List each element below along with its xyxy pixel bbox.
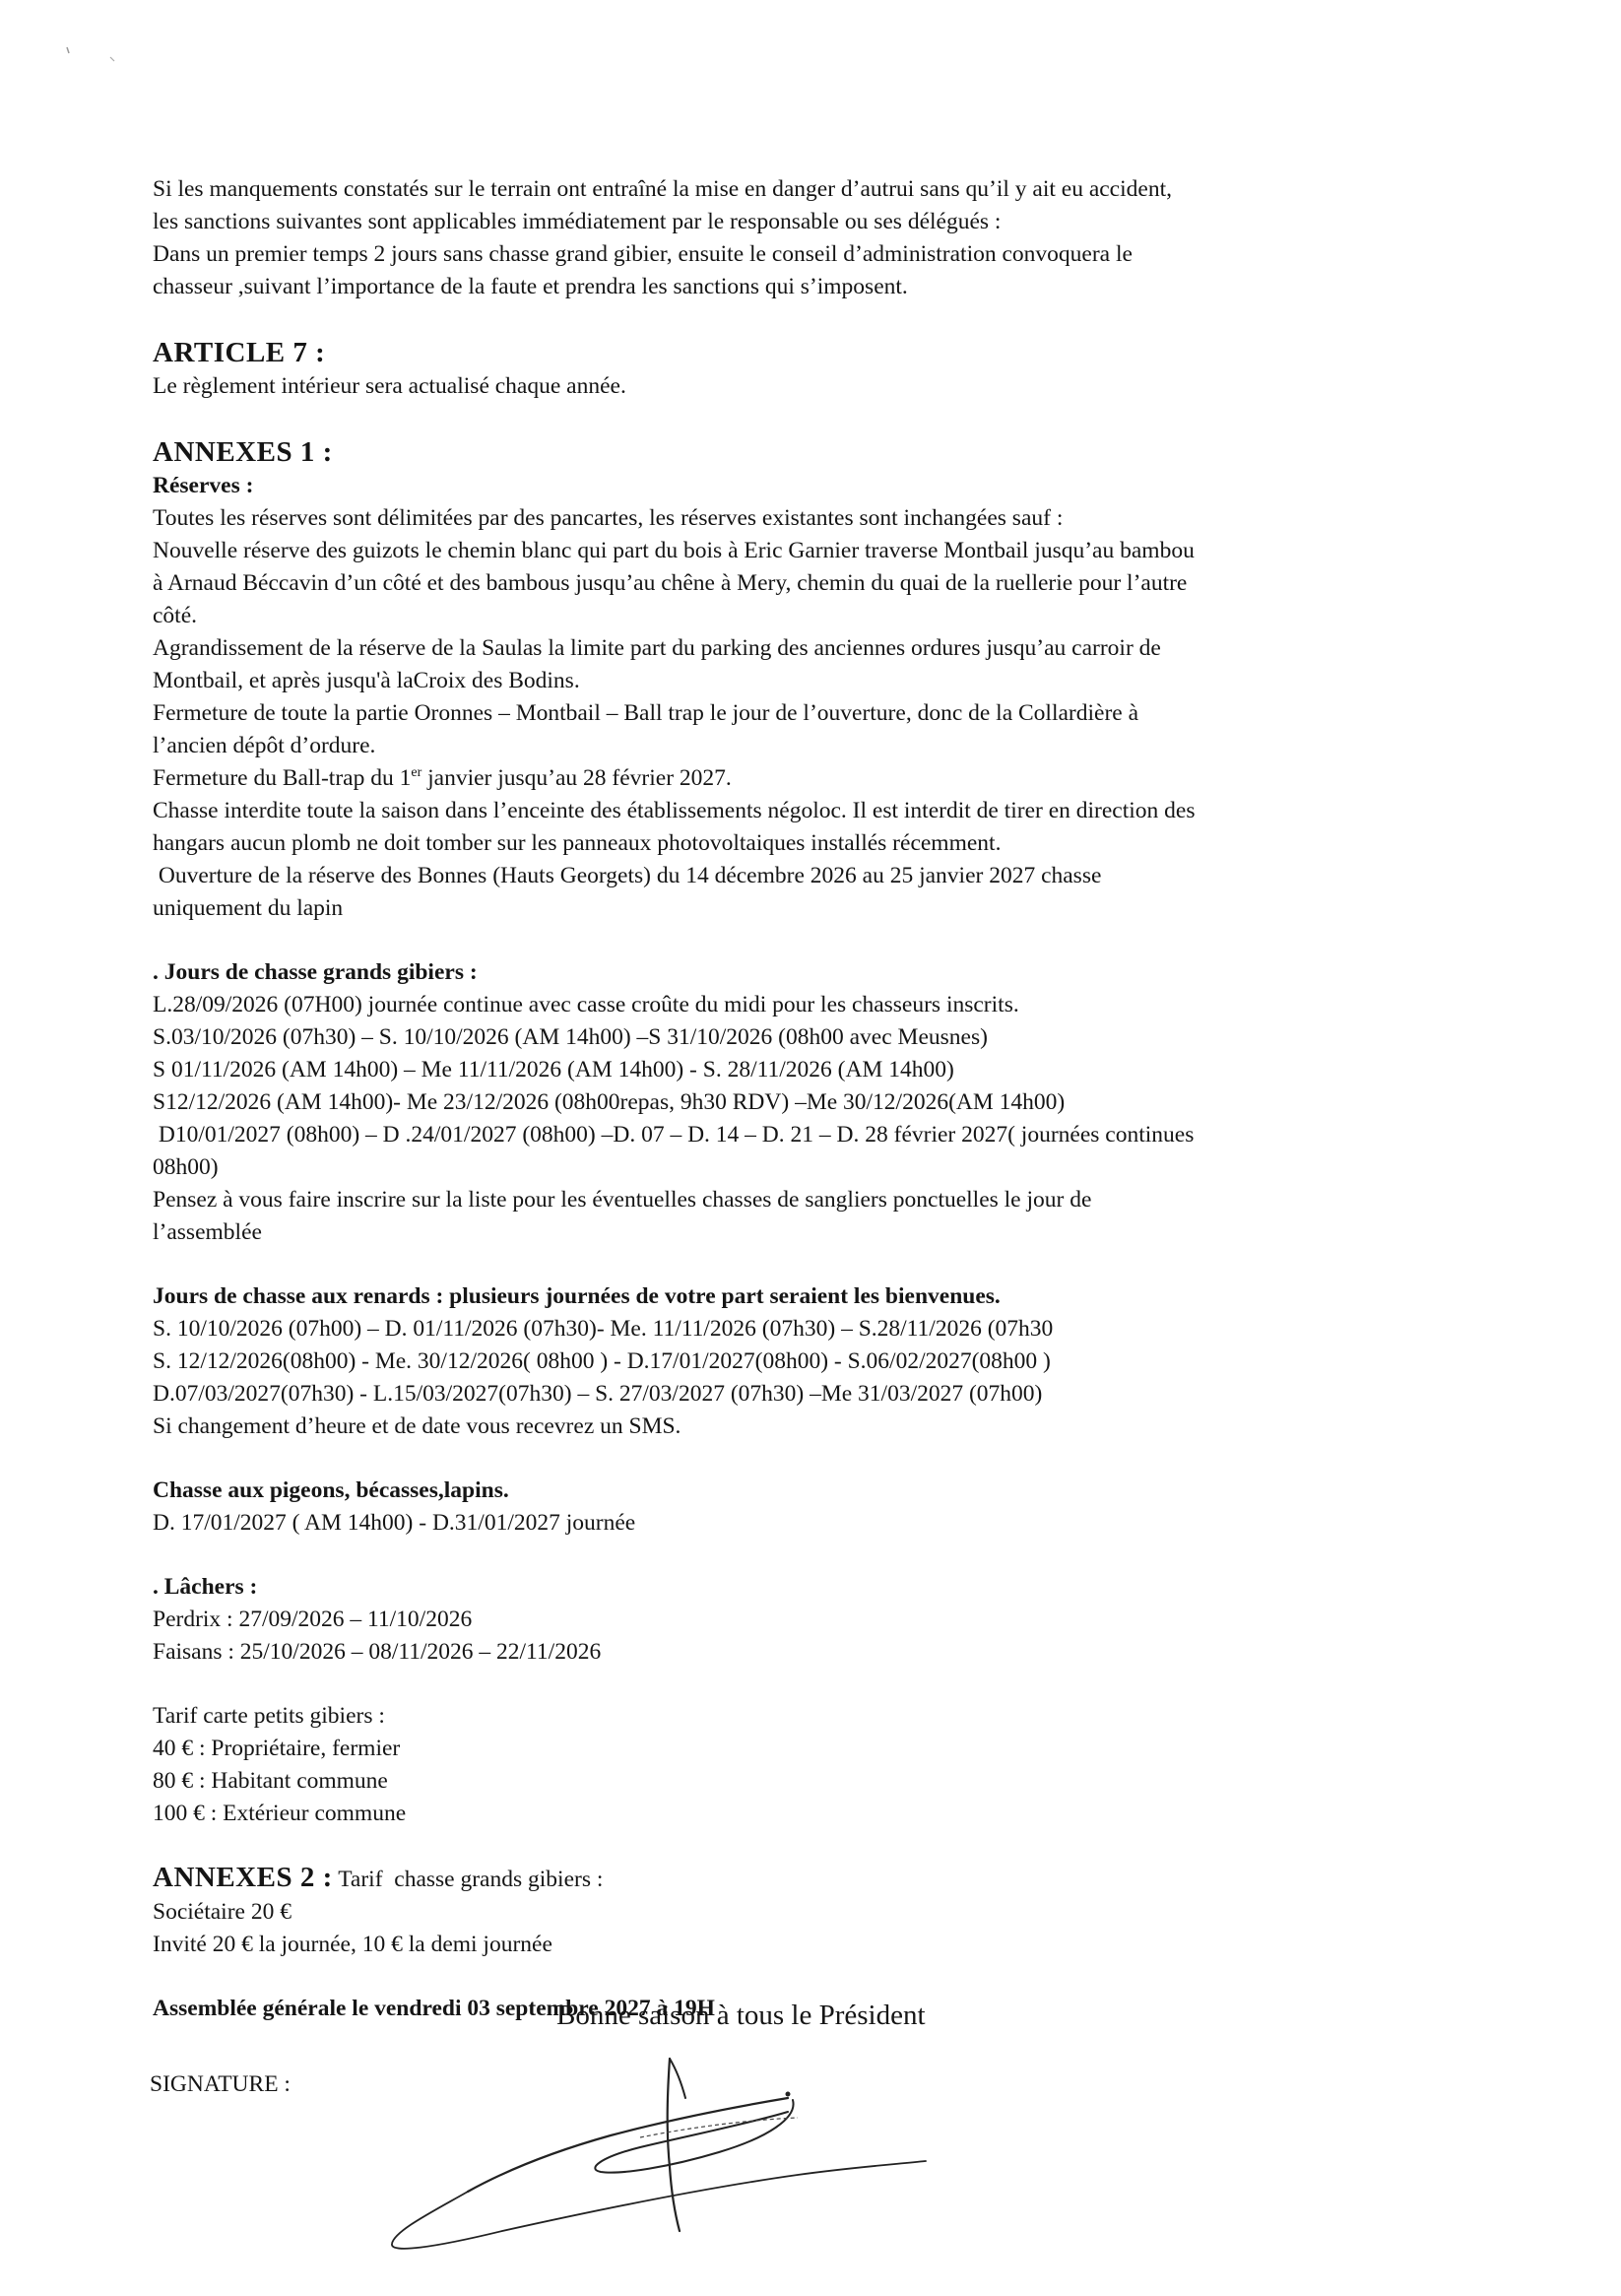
grands-gibiers-line: S 01/11/2026 (AM 14h00) – Me 11/11/2026 (AM 14h00) - S. 28/11/2026 (AM 14h00) bbox=[153, 1057, 954, 1082]
pigeons-line: D. 17/01/2027 ( AM 14h00) - D.31/01/2027 journée bbox=[153, 1510, 636, 1536]
lachers-line: Perdrix : 27/09/2026 – 11/10/2026 bbox=[153, 1607, 473, 1632]
grands-gibiers-line: S.03/10/2026 (07h30) – S. 10/10/2026 (AM 14h00) –S 31/10/2026 (08h00 avec Meusnes) bbox=[153, 1024, 988, 1050]
article-7-section bbox=[153, 335, 1384, 403]
reserves-line: Chasse interdite toute la saison dans l’enceinte des établissements négoloc. Il est interdit de tirer en direction des bbox=[153, 798, 1196, 823]
reserves-line: Agrandissement de la réserve de la Saulas la limite part du parking des anciennes ordures jusqu’au carroir de bbox=[153, 635, 1161, 661]
intro-paragraph bbox=[153, 173, 1384, 303]
annexes-2-heading: ANNEXES 2 : bbox=[153, 1862, 333, 1893]
reserves-line: Nouvelle réserve des guizots le chemin blanc qui part du bois à Eric Garnier traverse Montbail jusqu’au bambou bbox=[153, 538, 1195, 563]
grands-gibiers-line: Pensez à vous faire inscrire sur la liste pour les éventuelles chasses de sangliers ponctuelles le jour de bbox=[153, 1187, 1092, 1213]
lachers-line: Faisans : 25/10/2026 – 08/11/2026 – 22/11/2026 bbox=[153, 1639, 602, 1665]
renards-line: Si changement d’heure et de date vous recevrez un SMS. bbox=[153, 1413, 681, 1439]
annexes-2-section bbox=[153, 1862, 1384, 1961]
reserves-line: à Arnaud Béccavin d’un côté et des bambous jusqu’au chêne à Mery, chemin du quai de la ruellerie pour l’autre bbox=[153, 570, 1188, 596]
document-body bbox=[153, 173, 1384, 2025]
article-7-heading: ARTICLE 7 : bbox=[153, 337, 326, 368]
grands-gibiers-line: L.28/09/2026 (07H00) journée continue avec casse croûte du midi pour les chasseurs inscrits. bbox=[153, 992, 1019, 1017]
grands-gibiers-line: D10/01/2027 (08h00) – D .24/01/2027 (08h00) –D. 07 – D. 14 – D. 21 – D. 28 février 2027( journées continues bbox=[153, 1122, 1195, 1148]
closing-line: Bonne saison à tous le Président bbox=[556, 2000, 926, 2031]
article-7-text: Le règlement intérieur sera actualisé chaque année. bbox=[153, 373, 626, 399]
tarif-line: 100 € : Extérieur commune bbox=[153, 1801, 407, 1826]
intro-line: Si les manquements constatés sur le terrain ont entraîné la mise en danger d’autrui sans qu’il y ait eu accident, bbox=[153, 176, 1172, 202]
intro-line: Dans un premier temps 2 jours sans chasse grand gibier, ensuite le conseil d’administration convoquera le bbox=[153, 241, 1133, 267]
reserves-line: Toutes les réserves sont délimitées par des pancartes, les réserves existantes sont inchangées sauf : bbox=[153, 505, 1064, 531]
signature-label: SIGNATURE : bbox=[150, 2071, 291, 2097]
handwritten-signature bbox=[374, 2029, 945, 2256]
intro-line: les sanctions suivantes sont applicables immédiatement par le responsable ou ses délégués : bbox=[153, 209, 1002, 234]
renards-line: S. 10/10/2026 (07h00) – D. 01/11/2026 (07h30)- Me. 11/11/2026 (07h30) – S.28/11/2026 (07h30 bbox=[153, 1316, 1054, 1342]
balltrap-post: janvier jusqu’au 28 février 2027. bbox=[421, 765, 732, 791]
annexes-2-line: Sociétaire 20 € bbox=[153, 1899, 292, 1925]
pigeons-title: Chasse aux pigeons, bécasses,lapins. bbox=[153, 1477, 509, 1503]
annexes-1-heading: ANNEXES 1 : bbox=[153, 436, 333, 468]
reserves-line: uniquement du lapin bbox=[153, 895, 344, 921]
balltrap-pre: Fermeture du Ball-trap du 1 bbox=[153, 765, 412, 791]
scan-marks bbox=[59, 39, 138, 79]
reserves-line: l’ancien dépôt d’ordure. bbox=[153, 733, 376, 758]
grands-gibiers-line: l’assemblée bbox=[153, 1219, 262, 1245]
reserves-title: Réserves : bbox=[153, 473, 254, 498]
grands-gibiers-title: . Jours de chasse grands gibiers : bbox=[153, 959, 478, 985]
tarif-title: Tarif carte petits gibiers : bbox=[153, 1703, 385, 1729]
balltrap-line bbox=[153, 762, 1384, 795]
grands-gibiers-line: 08h00) bbox=[153, 1154, 219, 1180]
renards-line: D.07/03/2027(07h30) - L.15/03/2027(07h30) – S. 27/03/2027 (07h30) –Me 31/03/2027 (07h00) bbox=[153, 1381, 1043, 1407]
annexes-2-heading-line bbox=[153, 1862, 1384, 1896]
annexes-2-line: Invité 20 € la journée, 10 € la demi journée bbox=[153, 1932, 552, 1957]
renards-line: S. 12/12/2026(08h00) - Me. 30/12/2026( 08h00 ) - D.17/01/2027(08h00) - S.06/02/2027(08h00 ) bbox=[153, 1348, 1051, 1374]
balltrap-sup: er bbox=[411, 765, 422, 781]
tarif-line: 40 € : Propriétaire, fermier bbox=[153, 1736, 401, 1761]
renards-title: Jours de chasse aux renards : plusieurs journées de votre part seraient les bienvenues. bbox=[153, 1283, 1001, 1309]
reserves-line: Ouverture de la réserve des Bonnes (Hauts Georgets) du 14 décembre 2026 au 25 janvier 2027 chasse bbox=[153, 863, 1102, 888]
intro-line: chasseur ,suivant l’importance de la faute et prendra les sanctions qui s’imposent. bbox=[153, 274, 908, 299]
assemblee-line: Assemblée générale le vendredi 03 septembre 2027 à 19H bbox=[153, 1996, 715, 2021]
reserves-line: Montbail, et après jusqu'à laCroix des Bodins. bbox=[153, 668, 580, 693]
lachers-title: . Lâchers : bbox=[153, 1574, 258, 1600]
annexes-2-heading-rest: Tarif chasse grands gibiers : bbox=[332, 1867, 604, 1892]
reserves-line: hangars aucun plomb ne doit tomber sur les panneaux photovoltaiques installés récemment. bbox=[153, 830, 1002, 856]
annexes-1-section bbox=[153, 434, 1384, 1830]
tarif-line: 80 € : Habitant commune bbox=[153, 1768, 388, 1794]
reserves-line: côté. bbox=[153, 603, 198, 628]
reserves-line: Fermeture de toute la partie Oronnes – Montbail – Ball trap le jour de l’ouverture, donc de la Collardière à bbox=[153, 700, 1139, 726]
grands-gibiers-line: S12/12/2026 (AM 14h00)- Me 23/12/2026 (08h00repas, 9h30 RDV) –Me 30/12/2026(AM 14h00) bbox=[153, 1089, 1066, 1115]
